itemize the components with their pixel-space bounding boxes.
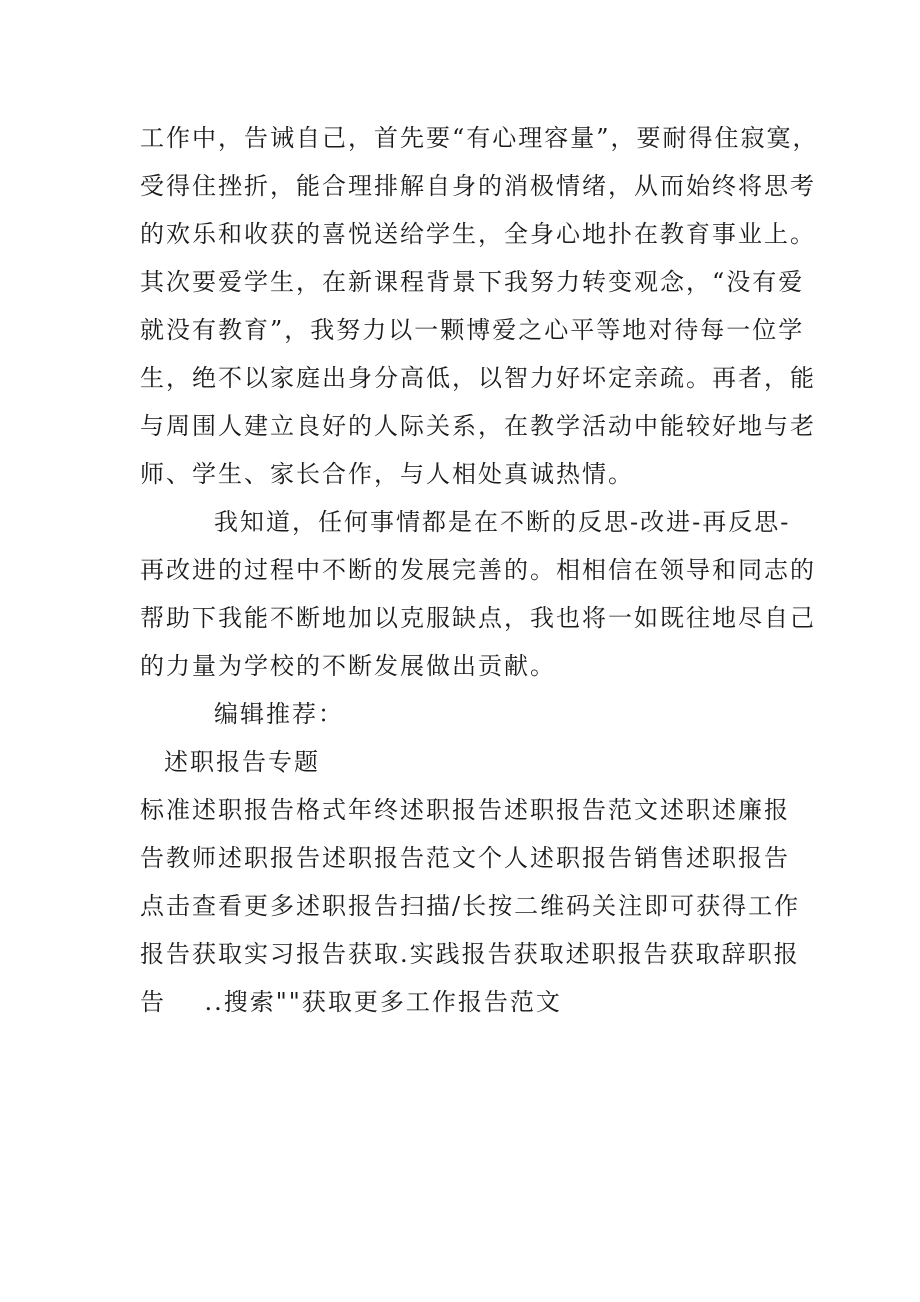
- paragraph-1-line-3: 的欢乐和收获的喜悦送给学生，全身心地扑在教育事业上。: [140, 220, 816, 248]
- topic-heading: 述职报告专题: [164, 748, 320, 776]
- links-line-5: 告 ..搜索""获取更多工作报告范文: [140, 988, 562, 1016]
- paragraph-1-line-5: 就没有教育”，我努力以一颗博爱之心平等地对待每一位学: [140, 316, 805, 344]
- paragraph-2-line-1: 我知道，任何事情都是在不断的反思-改进-再反思-: [214, 508, 791, 536]
- links-line-3: 点击查看更多述职报告扫描/长按二维码关注即可获得工作: [140, 892, 801, 920]
- paragraph-1-line-4: 其次要爱学生，在新课程背景下我努力转变观念，“没有爱: [140, 268, 805, 296]
- paragraph-1-line-7: 与周围人建立良好的人际关系，在教学活动中能较好地与老: [140, 412, 816, 440]
- editor-recommend-label: 编辑推荐：: [214, 700, 344, 728]
- links-line-1: 标准述职报告格式年终述职报告述职报告范文述职述廉报: [140, 796, 790, 824]
- paragraph-2-line-2: 再改进的过程中不断的发展完善的。相相信在领导和同志的: [140, 556, 816, 584]
- links-line-2: 告教师述职报告述职报告范文个人述职报告销售述职报告: [140, 844, 790, 872]
- paragraph-1-line-8: 师、学生、家长合作，与人相处真诚热情。: [140, 460, 634, 488]
- paragraph-1-line-2: 受得住挫折，能合理排解自身的消极情绪，从而始终将思考: [140, 172, 816, 200]
- paragraph-2-line-4: 的力量为学校的不断发展做出贡献。: [140, 652, 556, 680]
- paragraph-1-line-6: 生，绝不以家庭出身分高低，以智力好坏定亲疏。再者，能: [140, 364, 816, 392]
- links-line-4: 报告获取实习报告获取.实践报告获取述职报告获取辞职报: [140, 940, 800, 968]
- paragraph-1-line-1: 工作中，告诫自己，首先要“有心理容量”，要耐得住寂寞，: [140, 124, 819, 152]
- paragraph-2-line-3: 帮助下我能不断地加以克服缺点，我也将一如既往地尽自己: [140, 604, 816, 632]
